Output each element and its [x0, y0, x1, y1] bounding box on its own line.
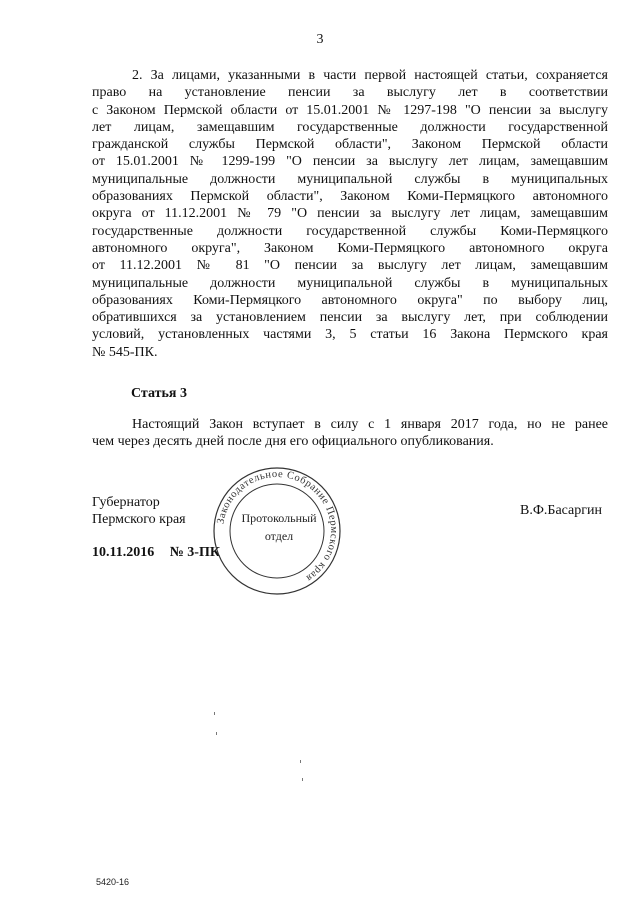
- stamp-inner-line: Протокольный: [241, 511, 317, 525]
- paragraph-line: округа от 11.12.2001 № 79 "О пенсии за выслугу лет лицам, замещавшим: [92, 206, 608, 222]
- law-number: № 3-ПК: [169, 545, 221, 560]
- effective-date-paragraph: [92, 416, 608, 451]
- paragraph-line: лет лицам, замещавшим государственные должности государственной: [92, 119, 608, 135]
- stamp-ring-text: Законодательное Собрание Пермского края: [215, 468, 340, 584]
- official-stamp: [212, 466, 342, 596]
- signature-title-line: Губернатор: [92, 495, 160, 510]
- law-date-number: [92, 545, 232, 561]
- paragraph-line: муниципальные должности муниципальной службы в муниципальных: [92, 171, 608, 187]
- paragraph-line: государственные должности государственной службы Коми-Пермяцкого: [92, 223, 608, 239]
- paragraph-line: чем через десять дней после дня его официального опубликования.: [92, 434, 494, 450]
- paragraph-line: условий, установленных частями 3, 5 статьи 16 Закона Пермского края: [92, 327, 608, 343]
- paragraph-line: образованиях Коми-Пермяцкого автономного округа" по выбору лиц,: [92, 292, 608, 308]
- stamp-inner-text: [233, 509, 325, 545]
- signatory-name: В.Ф.Басаргин: [520, 503, 602, 518]
- paragraph-line: от 11.12.2001 № 81 "О пенсии за выслугу лет лицам, замещавшим: [92, 258, 608, 274]
- paragraph-line: от 15.01.2001 № 1299-199 "О пенсии за выслугу лет лицам, замещавшим: [92, 154, 608, 170]
- paragraph-line: муниципальные должности муниципальной службы в муниципальных: [92, 275, 608, 291]
- page-number: 3: [316, 32, 324, 47]
- article-heading: Статья 3: [131, 386, 187, 401]
- signature-title-line: Пермского края: [92, 512, 186, 527]
- paragraph-line: автономного округа", Законом Коми-Пермяцкого автономного округа: [92, 240, 608, 256]
- paragraph-line: обратившихся за установлением пенсии за выслугу лет, при соблюдении: [92, 310, 608, 326]
- scan-speck: [300, 760, 301, 763]
- scan-speck: [302, 778, 303, 781]
- document-code: 5420-16: [96, 877, 130, 887]
- paragraph-line: с Законом Пермской области от 15.01.2001 № 1297-198 "О пенсии за выслугу: [92, 102, 608, 118]
- stamp-inner-line: отдел: [264, 529, 294, 543]
- paragraph-line: № 545-ПК.: [92, 344, 158, 360]
- paragraph-line: право на установление пенсии за выслугу лет в соответствии: [92, 85, 608, 101]
- paragraph-line: образованиях Пермской области", Законом Коми-Пермяцкого автономного: [92, 189, 608, 205]
- signature-title: [92, 494, 186, 528]
- article-2-part-2-paragraph: [92, 67, 608, 361]
- scan-speck: [216, 732, 217, 735]
- law-date: 10.11.2016: [92, 545, 155, 560]
- paragraph-line: гражданской службы Пермской области", Законом Пермской области: [92, 137, 608, 153]
- scan-speck: [214, 712, 215, 715]
- paragraph-line: Настоящий Закон вступает в силу с 1 января 2017 года, но не ранее: [132, 417, 608, 432]
- paragraph-line: 2. За лицами, указанными в части первой настоящей статьи, сохраняется: [132, 68, 608, 83]
